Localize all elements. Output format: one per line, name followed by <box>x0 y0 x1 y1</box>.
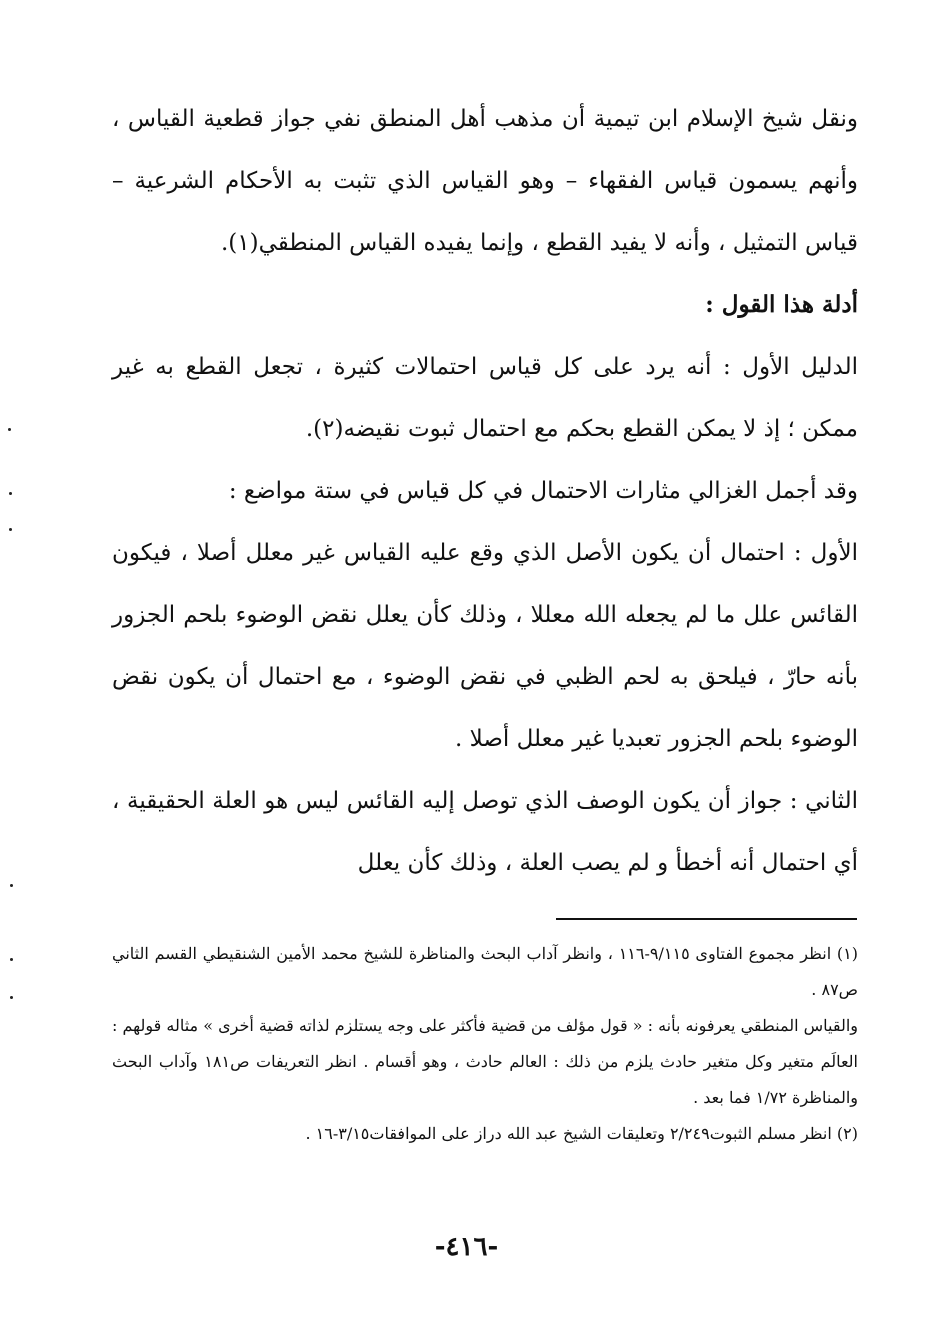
footnote-separator <box>556 918 857 920</box>
evidence-paragraph-4: الثاني : جواز أن يكون الوصف الذي توصل إليه القائس ليس هو العلة الحقيقية ، أي احتمال أنه أخطأ و لم يصب العلة ، وذلك كأن يعلل <box>112 788 858 876</box>
page-number: -٤١٦- <box>434 1232 499 1262</box>
footnote-1-continued: والقياس المنطقي يعرفونه بأنه : « قول مؤلف من قضية فأكثر على وجه يستلزم لذاته قضية أخرى » مثاله قولهم : العالَم متغير وكل متغير حادث يلزم من ذلك : العالم حادث ، وهو أقسام . انظر التعريفات ص١٨١ وآداب البحث والمناظرة ١/٧٢ فما بعد . <box>112 1016 859 1107</box>
evidence-paragraph-2: وقد أجمل الغزالي مثارات الاحتمال في كل قياس في ستة مواضع : <box>228 478 858 504</box>
section-heading: أدلة هذا القول : <box>705 291 858 318</box>
evidence-paragraph-1: الدليل الأول : أنه يرد على كل قياس احتمالات كثيرة ، تجعل القطع به غير ممكن ؛ إذ لا يمكن القطع بحكم مع احتمال ثبوت نقيضه(٢). <box>112 354 858 442</box>
footnotes <box>112 936 858 1152</box>
scan-speck <box>8 428 11 431</box>
main-text <box>112 88 858 894</box>
footnote-2: (٢) انظر مسلم الثبوت٢/٢٤٩ وتعليقات الشيخ عبد الله دراز على الموافقات٣/١٥-١٦ . <box>305 1124 858 1143</box>
scan-speck <box>10 958 13 961</box>
scan-speck <box>10 996 13 999</box>
scan-speck <box>9 492 12 495</box>
scan-speck <box>9 528 12 531</box>
intro-paragraph: ونقل شيخ الإسلام ابن تيمية أن مذهب أهل المنطق نفي جواز قطعية القياس ، وأنهم يسمون قياس الفقهاء – وهو القياس الذي تثبت به الأحكام الشرعية – قياس التمثيل ، وأنه لا يفيد القطع ، وإنما يفيده القياس المنطقي(١). <box>112 106 858 256</box>
scan-speck <box>10 884 13 887</box>
footnote-1: (١) انظر مجموع الفتاوى ٩/١١٥-١١٦ ، وانظر آداب البحث والمناظرة للشيخ محمد الأمين الشنقيطي القسم الثاني ص٨٧ . <box>112 944 859 999</box>
evidence-paragraph-3: الأول : احتمال أن يكون الأصل الذي وقع عليه القياس غير معلل أصلا ، فيكون القائس علل ما لم يجعله الله معللا ، وذلك كأن يعلل نقض الوضوء بلحم الجزور بأنه حارّ ، فيلحق به لحم الظبي في نقض الوضوء ، مع احتمال أن يكون نقض الوضوء بلحم الجزور تعبديا غير معلل أصلا . <box>112 540 858 752</box>
